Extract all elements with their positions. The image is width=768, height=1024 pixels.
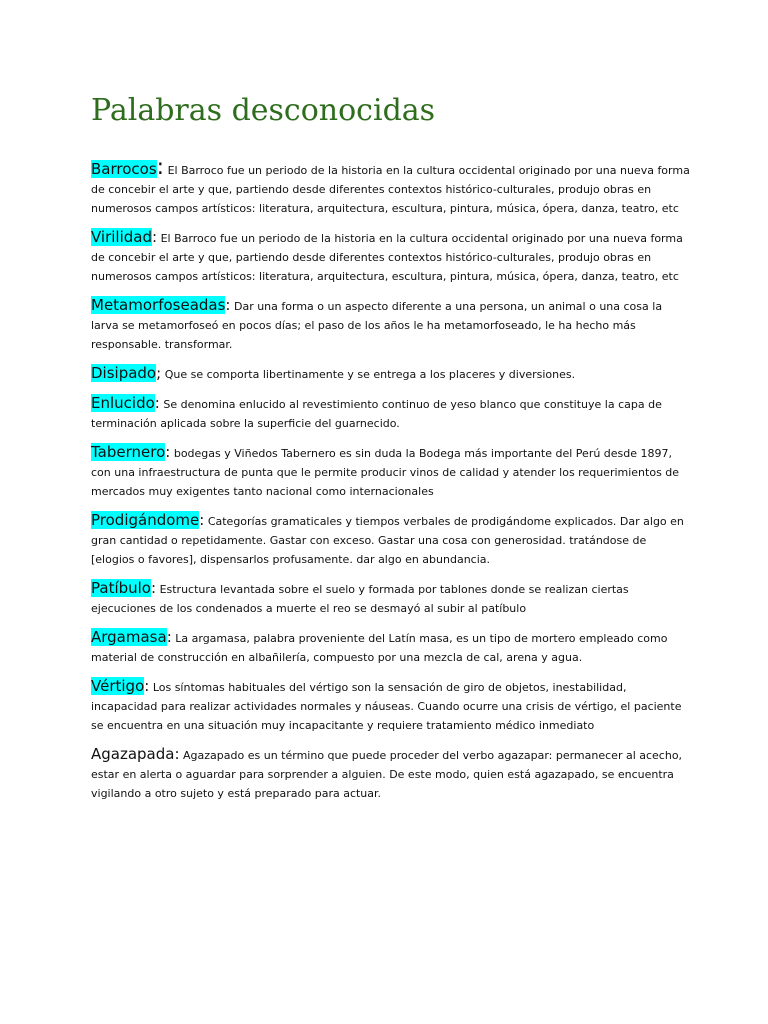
vocabulary-entry xyxy=(91,228,691,286)
entry-term: Tabernero xyxy=(91,443,166,461)
entry-term: Agazapada xyxy=(91,745,175,763)
vocabulary-entry xyxy=(91,443,691,501)
entry-term: Prodigándome xyxy=(91,511,200,529)
entry-definition: La argamasa, palabra proveniente del Latín masa, es un tipo de mortero empleado como material de construcción en albañilería, compuesto por una mezcla de cal, arena y agua. xyxy=(91,632,668,664)
vocabulary-entry xyxy=(91,677,691,735)
entry-colon: : xyxy=(144,677,150,695)
entry-definition: El Barroco fue un periodo de la historia en la cultura occidental originado por una nueva forma de concebir el arte y que, partiendo desde diferentes contextos histórico-culturales, produjo obras en numerosos campos artísticos: literatura, arquitectura, escultura, pintura, música, ópera, danza, teatro, etc xyxy=(91,232,683,283)
entry-colon: : xyxy=(156,155,165,180)
vocabulary-list xyxy=(91,155,691,813)
entry-colon: : xyxy=(225,296,231,314)
vocabulary-entry xyxy=(91,155,691,218)
entry-colon: : xyxy=(152,228,158,246)
entry-definition: Que se comporta libertinamente y se entrega a los placeres y diversiones. xyxy=(164,368,576,381)
entry-colon: : xyxy=(199,511,205,529)
vocabulary-entry xyxy=(91,394,691,433)
entry-colon: : xyxy=(166,628,172,646)
entry-definition: El Barroco fue un periodo de la historia en la cultura occidental originado por una nueva forma de concebir el arte y que, partiendo desde diferentes contextos histórico-culturales, produjo obras en numerosos campos artísticos: literatura, arquitectura, escultura, pintura, música, ópera, danza, teatro, etc xyxy=(91,164,690,215)
entry-definition: Estructura levantada sobre el suelo y formada por tablones donde se realizan ciertas ejecuciones de los condenados a muerte el reo se desmayó al subir al patíbulo xyxy=(91,583,629,615)
entry-definition: Los síntomas habituales del vértigo son la sensación de giro de objetos, inestabilidad, incapacidad para realizar actividades normales y náuseas. Cuando ocurre una crisis de vértigo, el paciente se encuentra en una situación muy incapacitante y requiere tratamiento médico inmediato xyxy=(91,681,682,732)
vocabulary-entry xyxy=(91,579,691,618)
entry-colon: : xyxy=(154,394,160,412)
entry-definition: Agazapado es un término que puede proceder del verbo agazapar: permanecer al acecho, estar en alerta o aguardar para sorprender a alguien. De este modo, quien está agazapado, se encuentra vigilando a otro sujeto y está preparado para actuar. xyxy=(91,749,683,800)
entry-term: Argamasa xyxy=(91,628,167,646)
entry-term: Metamorfoseadas xyxy=(91,296,226,314)
entry-definition: Se denomina enlucido al revestimiento continuo de yeso blanco que constituye la capa de terminación aplicada sobre la superficie del guarnecido. xyxy=(91,398,662,430)
entry-term: Vértigo xyxy=(91,677,145,695)
vocabulary-entry xyxy=(91,511,691,569)
entry-term: Barrocos xyxy=(91,160,157,178)
entry-definition: bodegas y Viñedos Tabernero es sin duda la Bodega más importante del Perú desde 1897, con una infraestructura de punta que le permite producir vinos de calidad y atender los requerimientos de mercados muy exigentes tanto nacional como internacionales xyxy=(91,447,680,498)
entry-colon: : xyxy=(151,579,157,597)
entry-term: Patíbulo xyxy=(91,579,151,597)
entry-colon: ; xyxy=(156,364,162,382)
entry-definition: Categorías gramaticales y tiempos verbales de prodigándome explicados. Dar algo en gran cantidad o repetidamente. Gastar con exceso. Gastar una cosa con generosidad. tratándose de [elogios o favores], dispensarlos profusamente. dar algo en abundancia. xyxy=(91,515,684,566)
entry-term: Enlucido xyxy=(91,394,155,412)
vocabulary-entry xyxy=(91,745,691,803)
vocabulary-entry xyxy=(91,628,691,667)
vocabulary-entry xyxy=(91,296,691,354)
entry-term: Disipado xyxy=(91,364,157,382)
vocabulary-entry xyxy=(91,364,691,384)
page-title: Palabras desconocidas xyxy=(91,93,436,128)
entry-colon: : xyxy=(165,443,171,461)
entry-term: Virilidad xyxy=(91,228,153,246)
entry-colon: : xyxy=(174,745,180,763)
entry-definition: Dar una forma o un aspecto diferente a una persona, un animal o una cosa la larva se metamorfoseó en pocos días; el paso de los años le ha metamorfoseado, le ha hecho más responsable. transformar. xyxy=(91,300,663,351)
